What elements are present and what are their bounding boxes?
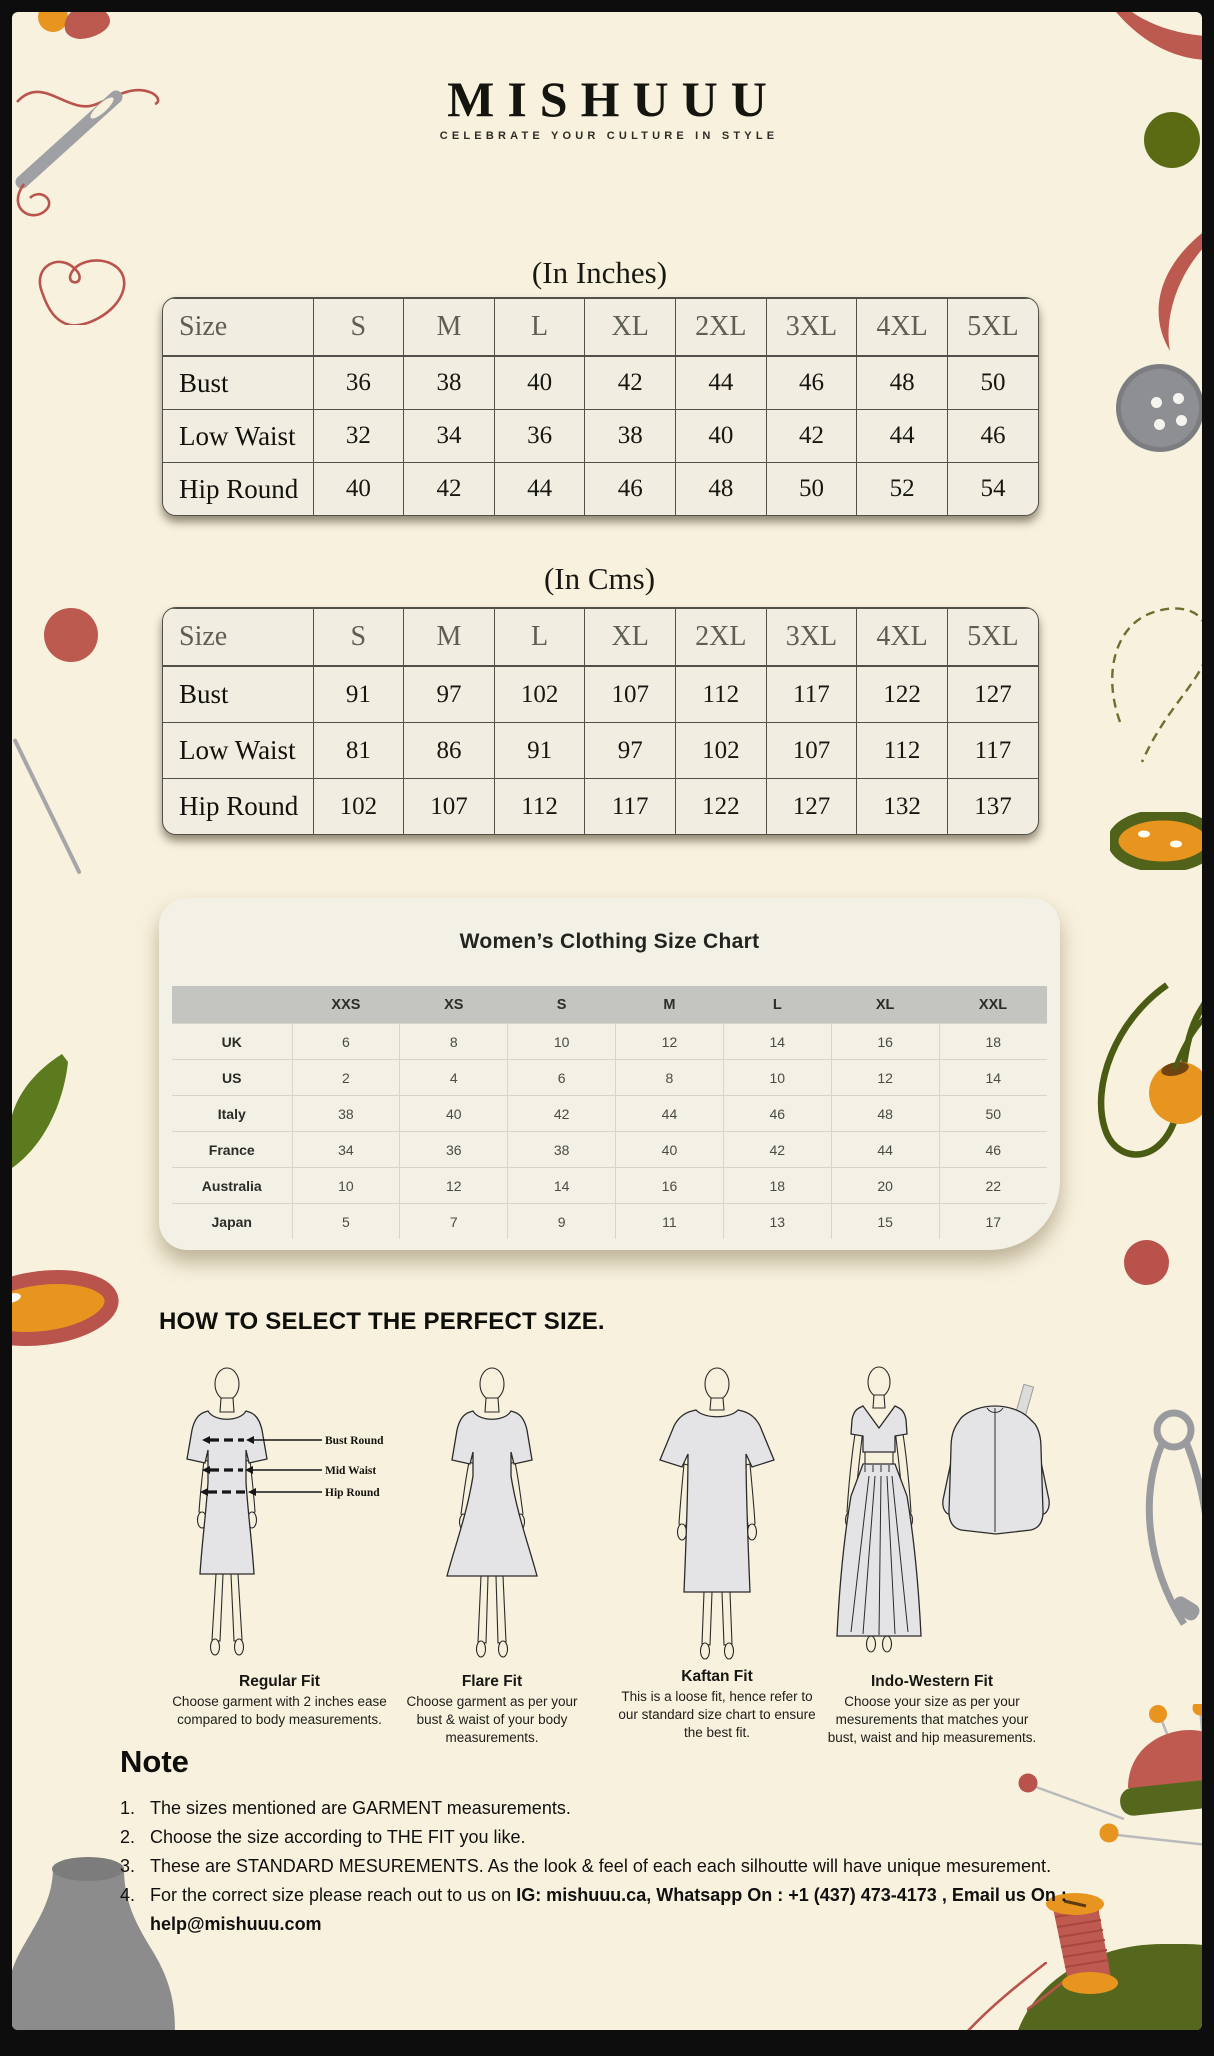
country-row — [172, 1204, 1047, 1240]
fit-name: Regular Fit — [239, 1673, 320, 1690]
country-size-value-cell: 9 — [508, 1204, 616, 1240]
measurement-value-cell: 36 — [494, 410, 585, 463]
country-label-cell: Japan — [172, 1204, 292, 1240]
country-row — [172, 1168, 1047, 1204]
fit-column-kaftan — [612, 1364, 822, 1742]
bust-round-label: Bust Round — [325, 1435, 384, 1447]
fit-name: Indo-Western Fit — [871, 1673, 993, 1690]
country-size-value-cell: 40 — [400, 1096, 508, 1132]
measurement-value-cell: 50 — [947, 356, 1038, 410]
measurement-row-label: Hip Round — [163, 779, 313, 835]
intl-size-header-cell: XXS — [292, 986, 400, 1024]
measurement-value-cell: 38 — [404, 356, 495, 410]
size-header-row — [163, 299, 1038, 357]
measurement-value-cell: 36 — [313, 356, 404, 410]
note-item — [120, 1823, 1092, 1852]
note-item-number: 3. — [120, 1856, 136, 1876]
fit-description: Choose garment as per your bust & waist of your body measurements. — [406, 1694, 578, 1746]
country-size-value-cell: 22 — [939, 1168, 1047, 1204]
measurement-value-cell: 117 — [947, 723, 1038, 779]
measurement-row-label: Bust — [163, 356, 313, 410]
country-size-value-cell: 14 — [723, 1024, 831, 1060]
measurement-value-cell: 102 — [313, 779, 404, 835]
how-to-heading: HOW TO SELECT THE PERFECT SIZE. — [159, 1308, 605, 1335]
button-icon — [1116, 364, 1202, 452]
country-size-value-cell: 17 — [939, 1204, 1047, 1240]
country-size-value-cell: 44 — [831, 1132, 939, 1168]
fit-description: Choose garment with 2 inches ease compared to body measurements. — [172, 1694, 387, 1728]
pin-needle-left-icon — [12, 738, 81, 875]
country-size-value-cell: 16 — [831, 1024, 939, 1060]
measurement-value-cell: 112 — [857, 723, 948, 779]
measurement-value-cell: 44 — [857, 410, 948, 463]
country-size-value-cell: 12 — [400, 1168, 508, 1204]
country-size-value-cell: 10 — [723, 1060, 831, 1096]
country-label-cell: Australia — [172, 1168, 292, 1204]
measurement-value-cell: 42 — [404, 463, 495, 516]
measurement-value-cell: 86 — [404, 723, 495, 779]
measurement-value-cell: 107 — [404, 779, 495, 835]
measurement-value-cell: 81 — [313, 723, 404, 779]
size-header-cell: M — [404, 609, 495, 667]
measurement-row — [163, 666, 1038, 723]
measurement-value-cell: 91 — [313, 666, 404, 723]
fit-description: This is a loose fit, hence refer to our standard size chart to ensure the best fit. — [618, 1689, 816, 1741]
country-size-value-cell: 6 — [508, 1060, 616, 1096]
measurement-value-cell: 117 — [585, 779, 676, 835]
note-list — [120, 1794, 1092, 1939]
note-item-text: These are STANDARD MESUREMENTS. As the look & feel of each each silhoutte will have unique mesurement. — [150, 1856, 1052, 1876]
kaftan-fit-figure — [622, 1364, 812, 1664]
size-header-cell: 5XL — [947, 609, 1038, 667]
measurement-row — [163, 463, 1038, 516]
red-dot-right-decoration — [1124, 1240, 1169, 1285]
hip-round-label: Hip Round — [325, 1487, 380, 1499]
measurement-row-label: Low Waist — [163, 410, 313, 463]
measurement-value-cell: 40 — [313, 463, 404, 516]
country-label-cell: France — [172, 1132, 292, 1168]
inches-table-title: (In Inches) — [531, 255, 668, 290]
country-size-value-cell: 8 — [616, 1060, 724, 1096]
size-header-cell: L — [494, 299, 585, 357]
note-item-text: Choose the size according to THE FIT you like. — [150, 1827, 526, 1847]
measurement-value-cell: 127 — [766, 779, 857, 835]
measurement-row-label: Hip Round — [163, 463, 313, 516]
country-size-value-cell: 50 — [939, 1096, 1047, 1132]
size-header-cell: XL — [585, 299, 676, 357]
red-blob-decoration — [62, 12, 113, 42]
measurement-value-cell: 40 — [676, 410, 767, 463]
fit-column-flare — [397, 1364, 587, 1747]
measurement-value-cell: 42 — [585, 356, 676, 410]
measurement-value-cell: 38 — [585, 410, 676, 463]
country-size-value-cell: 20 — [831, 1168, 939, 1204]
country-size-value-cell: 5 — [292, 1204, 400, 1240]
measurement-row-label: Low Waist — [163, 723, 313, 779]
country-size-value-cell: 34 — [292, 1132, 400, 1168]
measurement-value-cell: 44 — [494, 463, 585, 516]
country-size-value-cell: 12 — [831, 1060, 939, 1096]
inches-size-table — [163, 298, 1038, 515]
note-item-bold-text: IG: mishuuu.ca, Whatsapp On : +1 (437) 473-4173 , Email us On : help@mishuuu.com — [150, 1885, 1067, 1934]
embroidery-hoop-left-icon — [12, 1266, 124, 1350]
intl-size-header-cell: XS — [400, 986, 508, 1024]
country-size-value-cell: 14 — [508, 1168, 616, 1204]
note-item-text: The sizes mentioned are GARMENT measurements. — [150, 1798, 571, 1818]
measurement-value-cell: 44 — [676, 356, 767, 410]
country-size-value-cell: 42 — [508, 1096, 616, 1132]
size-header-cell: 3XL — [766, 299, 857, 357]
note-heading: Note — [120, 1744, 189, 1779]
country-size-value-cell: 8 — [400, 1024, 508, 1060]
fit-description: Choose your size as per your mesurements that matches your bust, waist and hip measurements. — [827, 1694, 1037, 1746]
fit-name: Flare Fit — [461, 1673, 523, 1690]
measurement-value-cell: 91 — [494, 723, 585, 779]
intl-size-header-cell: XXL — [939, 986, 1047, 1024]
intl-size-table — [172, 986, 1047, 1239]
country-size-value-cell: 2 — [292, 1060, 400, 1096]
measurement-value-cell: 46 — [766, 356, 857, 410]
country-size-value-cell: 10 — [508, 1024, 616, 1060]
regular-fit-figure — [152, 1364, 407, 1664]
thread-swirl-and-ball-icon — [1087, 977, 1202, 1187]
country-size-value-cell: 18 — [723, 1168, 831, 1204]
country-label-cell: Italy — [172, 1096, 292, 1132]
cms-table-title: (In Cms) — [543, 561, 656, 596]
measurement-value-cell: 137 — [947, 779, 1038, 835]
size-column-label: Size — [163, 299, 313, 357]
inches-table-card — [162, 297, 1039, 516]
orange-dot-decoration — [38, 12, 68, 32]
measurement-value-cell: 127 — [947, 666, 1038, 723]
measurement-value-cell: 132 — [857, 779, 948, 835]
country-size-value-cell: 48 — [831, 1096, 939, 1132]
red-ribbon-decoration — [1116, 12, 1202, 74]
note-item-text: For the correct size please reach out to us on IG: mishuuu.ca, Whatsapp On : +1 (437) 473-4173 , Email us On : help@mishuuu.com — [150, 1885, 1067, 1934]
country-label-cell: UK — [172, 1024, 292, 1060]
intl-header-row — [172, 986, 1047, 1024]
fit-column-indo-western — [807, 1364, 1057, 1747]
cms-table-card — [162, 607, 1039, 835]
dashed-heart-stitch-icon — [1102, 572, 1202, 787]
measurement-value-cell: 46 — [947, 410, 1038, 463]
country-row — [172, 1060, 1047, 1096]
size-header-row — [163, 609, 1038, 667]
country-size-value-cell: 14 — [939, 1060, 1047, 1096]
country-size-value-cell: 6 — [292, 1024, 400, 1060]
country-size-value-cell: 13 — [723, 1204, 831, 1240]
country-size-value-cell: 16 — [616, 1168, 724, 1204]
measurement-row — [163, 723, 1038, 779]
country-size-value-cell: 7 — [400, 1204, 508, 1240]
measurement-value-cell: 52 — [857, 463, 948, 516]
country-size-value-cell: 46 — [723, 1096, 831, 1132]
measurement-value-cell: 122 — [857, 666, 948, 723]
measurement-value-cell: 34 — [404, 410, 495, 463]
country-row — [172, 1024, 1047, 1060]
measurement-value-cell: 40 — [494, 356, 585, 410]
mid-waist-label: Mid Waist — [325, 1465, 377, 1477]
cms-size-table — [163, 608, 1038, 834]
corner-cell — [172, 986, 292, 1024]
measurement-row — [163, 410, 1038, 463]
intl-size-header-cell: S — [508, 986, 616, 1024]
size-header-cell: 5XL — [947, 299, 1038, 357]
size-header-cell: 2XL — [676, 299, 767, 357]
size-column-label: Size — [163, 609, 313, 667]
page-canvas — [12, 12, 1202, 2030]
country-row — [172, 1096, 1047, 1132]
country-row — [172, 1132, 1047, 1168]
measurement-value-cell: 107 — [766, 723, 857, 779]
brand-tagline: CELEBRATE YOUR CULTURE IN STYLE — [439, 130, 779, 142]
measurement-row-label: Bust — [163, 666, 313, 723]
measurement-value-cell: 122 — [676, 779, 767, 835]
measurement-value-cell: 50 — [766, 463, 857, 516]
embroidery-hoop-right-icon — [1110, 812, 1202, 870]
country-size-value-cell: 15 — [831, 1204, 939, 1240]
country-size-value-cell: 36 — [400, 1132, 508, 1168]
country-size-value-cell: 40 — [616, 1132, 724, 1168]
measurement-value-cell: 112 — [494, 779, 585, 835]
size-header-cell: L — [494, 609, 585, 667]
size-header-cell: 2XL — [676, 609, 767, 667]
country-label-cell: US — [172, 1060, 292, 1096]
country-size-value-cell: 38 — [292, 1096, 400, 1132]
note-item-number: 2. — [120, 1827, 136, 1847]
note-item — [120, 1881, 1092, 1939]
size-header-cell: M — [404, 299, 495, 357]
fit-column-regular — [152, 1364, 407, 1729]
size-header-cell: S — [313, 609, 404, 667]
country-size-value-cell: 44 — [616, 1096, 724, 1132]
country-size-value-cell: 46 — [939, 1132, 1047, 1168]
note-item — [120, 1852, 1092, 1881]
country-size-value-cell: 4 — [400, 1060, 508, 1096]
measurement-value-cell: 46 — [585, 463, 676, 516]
measurement-row — [163, 779, 1038, 835]
size-header-cell: S — [313, 299, 404, 357]
measurement-value-cell: 48 — [857, 356, 948, 410]
measurement-value-cell: 112 — [676, 666, 767, 723]
indo-western-fit-figure — [807, 1364, 1057, 1664]
measurement-value-cell: 102 — [676, 723, 767, 779]
red-crescent-decoration — [1150, 227, 1202, 352]
country-size-value-cell: 42 — [723, 1132, 831, 1168]
measurement-value-cell: 42 — [766, 410, 857, 463]
intl-size-header-cell: M — [616, 986, 724, 1024]
red-dot-left-decoration — [44, 608, 98, 662]
country-size-value-cell: 18 — [939, 1024, 1047, 1060]
intl-size-chart-card — [159, 898, 1060, 1250]
leaf-icon — [12, 1052, 74, 1172]
measurement-value-cell: 102 — [494, 666, 585, 723]
brand-logo: MISHUUU — [447, 71, 780, 127]
jacket-figure — [943, 1406, 1049, 1534]
note-item-number: 1. — [120, 1798, 136, 1818]
measurement-value-cell: 32 — [313, 410, 404, 463]
safety-pin-icon — [1112, 1402, 1202, 1632]
country-size-value-cell: 12 — [616, 1024, 724, 1060]
measurement-value-cell: 117 — [766, 666, 857, 723]
measurement-value-cell: 54 — [947, 463, 1038, 516]
size-header-cell: 3XL — [766, 609, 857, 667]
intl-chart-title: Women’s Clothing Size Chart — [459, 930, 760, 953]
intl-size-header-cell: L — [723, 986, 831, 1024]
measurement-value-cell: 48 — [676, 463, 767, 516]
size-header-cell: 4XL — [857, 299, 948, 357]
size-header-cell: XL — [585, 609, 676, 667]
measurement-value-cell: 97 — [585, 723, 676, 779]
note-item-number: 4. — [120, 1885, 136, 1905]
fit-name: Kaftan Fit — [681, 1668, 753, 1685]
country-size-value-cell: 38 — [508, 1132, 616, 1168]
measurement-row — [163, 356, 1038, 410]
size-header-cell: 4XL — [857, 609, 948, 667]
country-size-value-cell: 10 — [292, 1168, 400, 1204]
intl-size-header-cell: XL — [831, 986, 939, 1024]
thread-heart-icon — [40, 260, 124, 325]
measurement-value-cell: 107 — [585, 666, 676, 723]
measurement-value-cell: 97 — [404, 666, 495, 723]
country-size-value-cell: 11 — [616, 1204, 724, 1240]
note-item — [120, 1794, 1092, 1823]
flare-fit-figure — [397, 1364, 587, 1664]
